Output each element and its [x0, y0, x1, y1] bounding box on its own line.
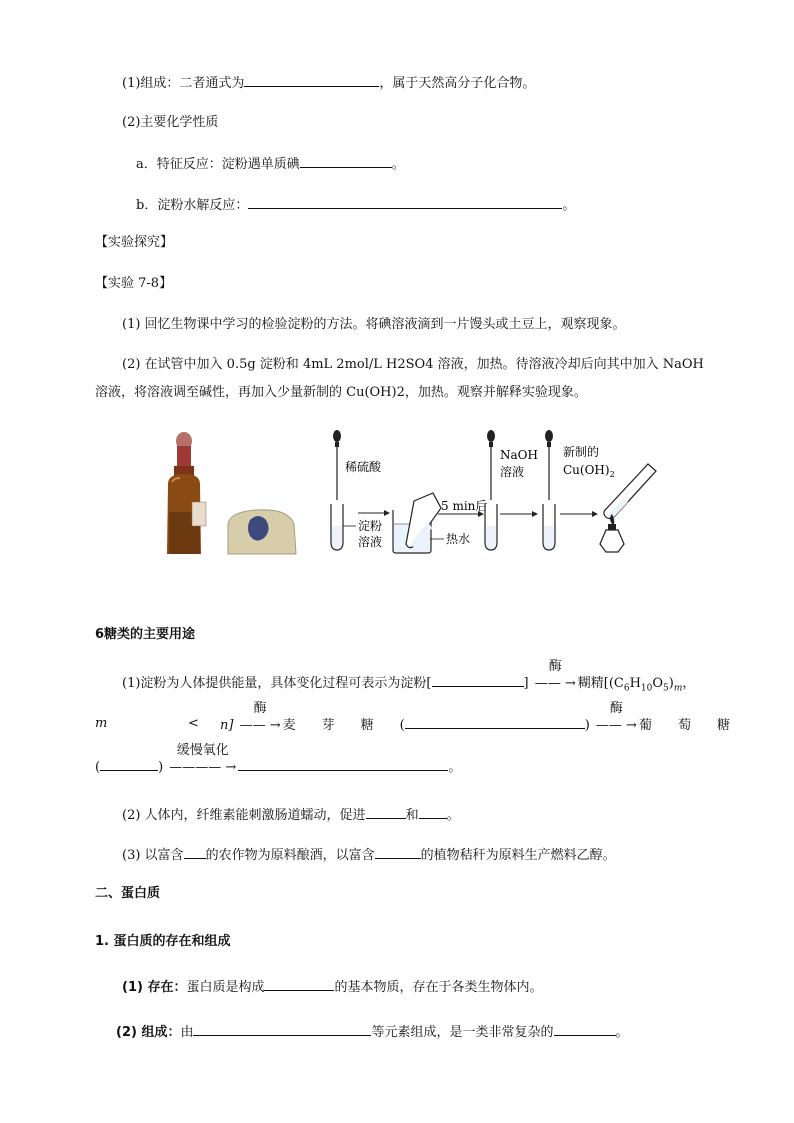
answer-blank[interactable]	[184, 845, 206, 859]
text: 。	[391, 157, 405, 172]
line-cellulose	[122, 805, 460, 825]
label: (2) 组成：	[116, 1025, 181, 1040]
answer-blank[interactable]	[193, 1022, 371, 1036]
arrow-label: 缓慢氧化	[176, 743, 229, 758]
experiment-figure	[160, 426, 660, 564]
text: H	[629, 676, 641, 691]
text: 。	[448, 760, 462, 775]
section-heading-protein: 二、蛋白质	[95, 886, 161, 901]
sub-heading-protein-composition: 1. 蛋白质的存在和组成	[95, 934, 231, 949]
text: ]	[523, 676, 529, 691]
answer-blank[interactable]	[300, 154, 392, 168]
text: )	[158, 760, 164, 775]
answer-blank[interactable]	[405, 715, 585, 729]
arrow-label: 酶	[609, 701, 623, 716]
text: O	[652, 676, 664, 691]
answer-blank[interactable]	[366, 805, 406, 819]
line-protein-existence	[122, 977, 543, 997]
dropper-icon	[545, 430, 553, 500]
answer-blank[interactable]	[100, 757, 158, 771]
line-composition	[122, 73, 535, 93]
answer-blank[interactable]	[238, 757, 448, 771]
subscript: m	[673, 683, 683, 694]
text: 的植物秸秆为原料生产燃料乙醇。	[420, 848, 616, 863]
experiment-step-1: (1) 回忆生物课中学习的检验淀粉的方法。将碘溶液滴到一片馒头或土豆上，观察现象。	[122, 317, 626, 332]
text: )	[584, 718, 590, 733]
bread-slice-image	[228, 510, 296, 554]
text: <	[188, 716, 199, 731]
experiment-step-2b: 溶液，将溶液调至碱性，再加入少量新制的 Cu(OH)2，加热。观察并解释实验现象。	[95, 385, 587, 400]
answer-blank[interactable]	[432, 673, 524, 687]
dropper-icon	[333, 430, 341, 500]
text: 的农作物为原料酿酒，以富含	[205, 848, 375, 863]
experiment-title: 【实验 7-8】	[95, 276, 173, 291]
answer-blank[interactable]	[554, 1022, 616, 1036]
text: (1)淀粉为人体提供能量，具体变化过程可表示为淀粉[	[122, 676, 432, 691]
text: 和	[405, 808, 419, 823]
section-heading-sugar-uses: 6糖类的主要用途	[95, 627, 196, 642]
naoh-solution-label: 溶液	[500, 465, 525, 479]
line-glucose-oxidation	[95, 743, 462, 777]
text: b．淀粉水解反应：	[136, 198, 249, 213]
slow-oxidation-arrow: 缓慢氧化 ———— →	[169, 743, 237, 775]
text: 糊精[(C	[577, 676, 624, 691]
text: (1)组成：二者通式为	[122, 76, 245, 91]
arrow-label: 酶	[548, 659, 562, 674]
enzyme-arrow: 酶 —— →	[534, 659, 576, 691]
text: 葡 萄 糖	[638, 718, 730, 733]
answer-blank[interactable]	[375, 845, 421, 859]
text: n]	[220, 718, 234, 733]
line-maltose	[95, 715, 107, 733]
line-maltose-c	[220, 701, 730, 735]
text: a．特征反应：淀粉遇单质碘	[136, 157, 300, 172]
line-protein-composition	[116, 1022, 629, 1042]
text: (2) 人体内，纤维素能刺激肠道蠕动，促进	[122, 808, 366, 823]
dilute-acid-label: 稀硫酸	[345, 460, 382, 474]
text: 麦 芽 糖 (	[282, 718, 405, 733]
answer-blank[interactable]	[244, 73, 379, 87]
line-iodine	[136, 154, 405, 174]
text: ，属于天然高分子化合物。	[379, 76, 536, 91]
dropper-icon	[487, 430, 495, 500]
experiment-heading: 【实验探究】	[95, 235, 174, 250]
text: 由	[180, 1025, 194, 1040]
beaker-water-bath	[393, 493, 441, 553]
alcohol-burner-setup	[600, 464, 656, 552]
hot-water-label: 热水	[446, 532, 471, 546]
text: 。	[615, 1025, 629, 1040]
line-hydrolysis	[136, 195, 575, 215]
text: (	[95, 760, 101, 775]
iodine-bottle-image	[167, 432, 206, 554]
starch-label: 淀粉	[358, 519, 383, 533]
text: )	[668, 676, 674, 691]
experiment-step-2a: (2) 在试管中加入 0.5g 淀粉和 4mL 2mol/L H2SO4 溶液，加热。待溶液冷却后向其中加入 NaOH	[122, 357, 704, 372]
enzyme-arrow: 酶 —— →	[239, 701, 281, 733]
arrow-label: 酶	[253, 701, 267, 716]
solution-label: 溶液	[358, 535, 383, 549]
answer-blank[interactable]	[248, 195, 562, 209]
line-properties: (2)主要化学性质	[122, 115, 219, 130]
time-label: 5 min后	[441, 499, 488, 513]
text: 蛋白质是构成	[186, 980, 265, 995]
subscript: 6	[623, 683, 630, 694]
answer-blank[interactable]	[264, 977, 334, 991]
enzyme-arrow: 酶 —— →	[595, 701, 637, 733]
text: 。	[446, 808, 460, 823]
fresh-label: 新制的	[563, 445, 600, 459]
text: 等元素组成，是一类非常复杂的	[371, 1025, 554, 1040]
text: 。	[562, 198, 576, 213]
answer-blank[interactable]	[419, 805, 447, 819]
text: m	[95, 716, 108, 731]
label: (1) 存在：	[122, 980, 187, 995]
text: (3) 以富含	[122, 848, 184, 863]
line-maltose-b	[188, 715, 199, 733]
subscript: 10	[640, 683, 653, 694]
cuoh2-label: $Cu(OH)_2$	[563, 463, 615, 479]
text: ，	[682, 676, 696, 691]
line-energy-process	[122, 659, 696, 698]
subscript: 5	[663, 683, 669, 694]
text: 的基本物质，存在于各类生物体内。	[334, 980, 543, 995]
line-alcohol	[122, 845, 616, 865]
naoh-label: NaOH	[500, 448, 538, 462]
